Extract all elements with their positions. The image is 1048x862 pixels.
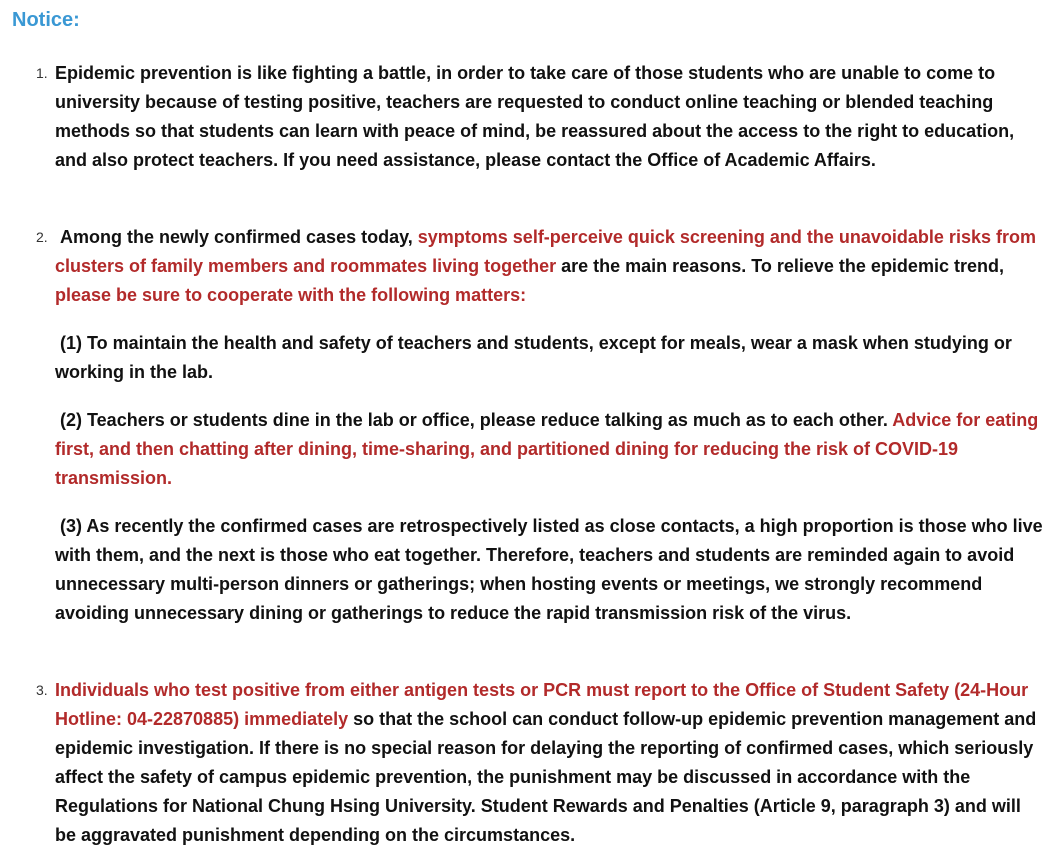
list-marker-2: 2.: [36, 229, 48, 245]
item-2-text: [55, 227, 1036, 305]
sub-item-1: [55, 329, 1043, 387]
item-2-highlight-1: symptoms self-perceive quick screening and the unavoidable risks from clusters of family members and roommates living together: [55, 227, 1036, 276]
notice-title: Notice:: [12, 9, 80, 31]
list-marker-1: 1.: [36, 65, 48, 81]
item-3-text: so that the school can conduct follow-up epidemic prevention management and epidemic investigation. If there is no special reason for delaying the reporting of confirmed cases, which seriously affect the safety of campus epidemic prevention, the punishment may be discussed in accordance with the Regulations for National Chung Hsing University. Student Rewards and Penalties (Article 9, paragraph 3) and will be aggravated punishment depending on the circumstances.: [55, 709, 1037, 845]
sub-item-2-text: (2) Teachers or students dine in the lab or office, please reduce talking as much as to each other.: [60, 410, 893, 430]
item-2-highlight-2: please be sure to cooperate with the following matters:: [55, 285, 527, 305]
sub-item-1-text: (1) To maintain the health and safety of teachers and students, except for meals, wear a mask when studying or working in the lab.: [55, 333, 1012, 382]
item-1-text: Epidemic prevention is like fighting a battle, in order to take care of those students who are unable to come to university because of testing positive, teachers are requested to conduct online teaching or blended teaching methods so that students can learn with peace of mind, be reassured about the access to the right to education, and also protect teachers. If you need assistance, please contact the Office of Academic Affairs.: [55, 63, 1015, 170]
item-2-part3: are the main reasons. To relieve the epidemic trend,: [556, 256, 1004, 276]
list-item-2: [36, 223, 1043, 310]
list-item-1: [36, 59, 1043, 175]
item-3-highlight: Individuals who test positive from either antigen tests or PCR must report to the Office of Student Safety (24-Hour Hotline: 04-22870885) immediately: [55, 680, 1029, 729]
list-marker-3: 3.: [36, 682, 48, 698]
sub-item-3: [55, 512, 1043, 628]
sub-item-2-highlight: Advice for eating first, and then chatting after dining, time-sharing, and partitioned dining for reducing the risk of COVID-19 transmission.: [55, 410, 1039, 488]
item-2-part1: Among the newly confirmed cases today,: [60, 227, 418, 247]
sub-item-2: [55, 406, 1043, 493]
sub-item-3-text: (3) As recently the confirmed cases are retrospectively listed as close contacts, a high proportion is those who live with them, and the next is those who eat together. Therefore, teachers and students are reminded again to avoid unnecessary multi-person dinners or gatherings; when hosting events or meetings, we strongly recommend avoiding unnecessary dining or gatherings to reduce the rapid transmission risk of the virus.: [55, 516, 1043, 623]
list-item-3: [36, 676, 1043, 850]
